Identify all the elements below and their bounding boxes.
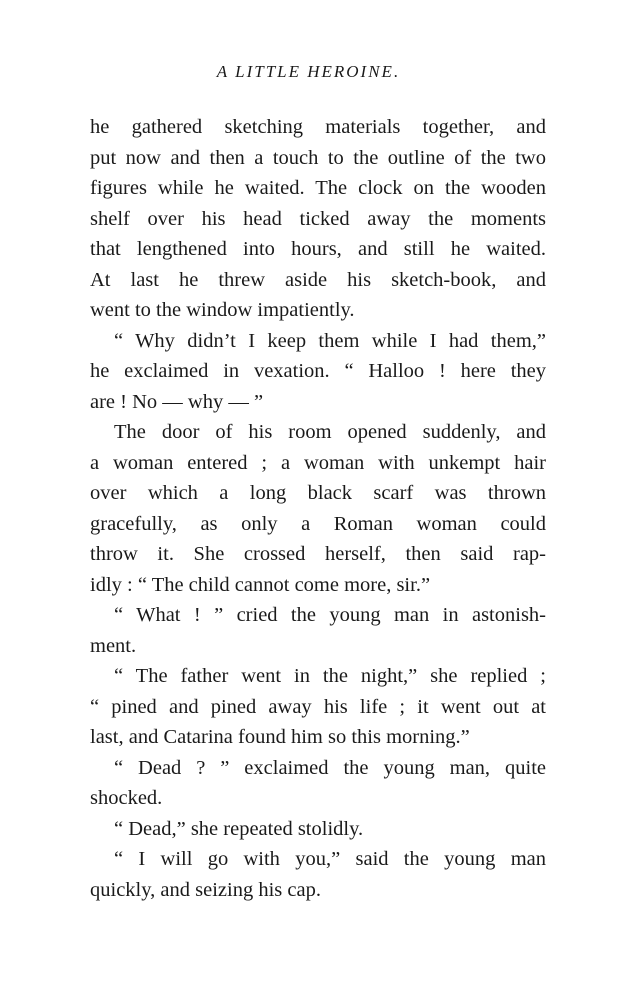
- text-line: “ I will go with you,” said the young man: [114, 848, 546, 870]
- text-line: a woman entered ; a woman with unkempt hair: [90, 451, 546, 474]
- text-line: gracefully, as only a Roman woman could: [90, 512, 546, 535]
- text-line: that lengthened into hours, and still he waited.: [90, 238, 546, 260]
- text-line: shocked.: [90, 787, 163, 809]
- text-line: last, and Catarina found him so this morning.”: [90, 726, 470, 748]
- text-line: throw it. She crossed herself, then said rap-: [90, 543, 546, 565]
- text-line: idly : “ The child cannot come more, sir.”: [90, 573, 431, 596]
- text-line: quickly, and seizing his cap.: [90, 878, 321, 901]
- text-line: he exclaimed in vexation. “ Halloo ! here they: [90, 360, 546, 382]
- text-line: are ! No — why — ”: [90, 390, 264, 413]
- text-line: over which a long black scarf was thrown: [90, 482, 546, 504]
- text-line: At last he threw aside his sketch-book, and: [90, 268, 546, 291]
- text-line: The door of his room opened suddenly, and: [114, 421, 546, 443]
- text-line: “ Dead,” she repeated stolidly.: [114, 817, 364, 840]
- text-line: “ pined and pined away his life ; it went out at: [90, 695, 546, 718]
- text-line: put now and then a touch to the outline of the two: [90, 146, 546, 169]
- text-line: ment.: [90, 634, 137, 657]
- running-head: A LITTLE HEROINE.: [216, 62, 401, 81]
- body-text: [90, 112, 546, 905]
- text-line: “ Dead ? ” exclaimed the young man, quite: [114, 756, 546, 779]
- text-line: “ Why didn’t I keep them while I had them,”: [114, 329, 546, 352]
- text-line: shelf over his head ticked away the moments: [90, 207, 546, 230]
- text-line: “ The father went in the night,” she replied ;: [114, 665, 546, 687]
- text-line: figures while he waited. The clock on the wooden: [90, 177, 546, 199]
- text-line: he gathered sketching materials together, and: [90, 116, 546, 138]
- text-line: went to the window impatiently.: [90, 299, 355, 321]
- text-line: “ What ! ” cried the young man in astonish-: [114, 604, 546, 626]
